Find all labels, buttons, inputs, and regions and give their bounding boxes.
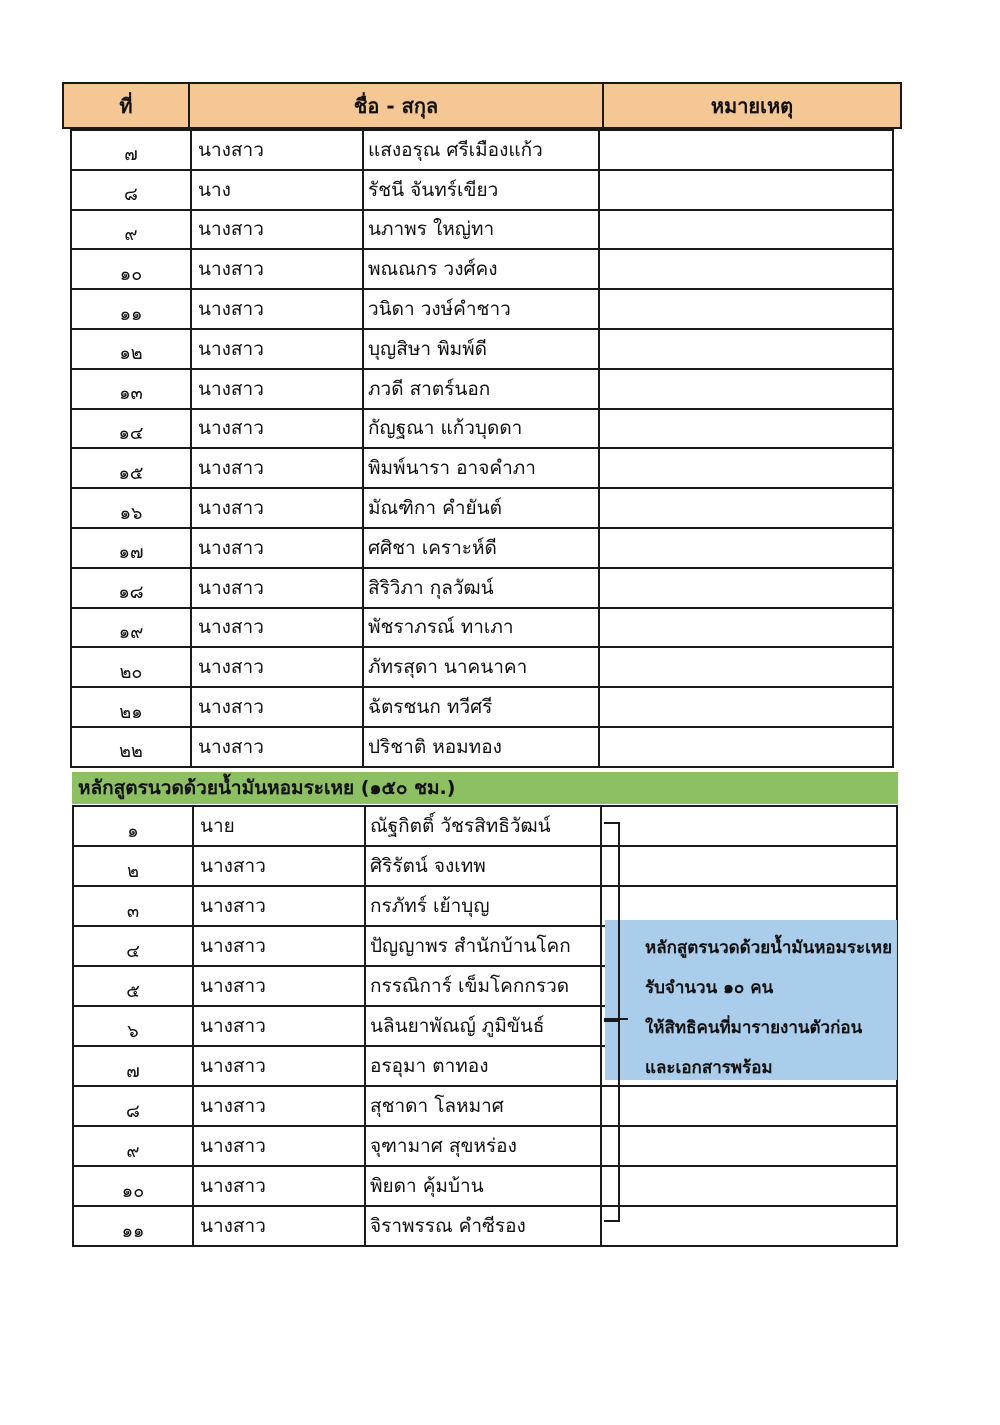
bracket-top <box>604 822 620 1022</box>
row-title-prefix: นางสาว <box>192 1046 364 1086</box>
table-row <box>70 170 894 210</box>
row-full-name: จุฑามาศ สุขหร่อง <box>364 1126 600 1166</box>
row-title-prefix: นางสาว <box>192 1126 364 1166</box>
row-title-prefix: นางสาว <box>190 130 362 170</box>
row-full-name: สุชาดา โลหมาศ <box>364 1086 600 1126</box>
row-remark <box>598 369 894 409</box>
row-title-prefix: นางสาว <box>190 448 362 488</box>
row-number: ๑๒ <box>70 329 190 369</box>
header-remark: หมายเหตุ <box>602 84 902 128</box>
note-line: และเอกสารพร้อม <box>645 1058 773 1078</box>
row-full-name: ปัญญาพร สำนักบ้านโคก <box>364 926 600 966</box>
row-title-prefix: นางสาว <box>190 608 362 648</box>
row-remark <box>600 1126 898 1166</box>
table-row <box>70 130 894 170</box>
row-number: ๗ <box>72 1046 192 1086</box>
row-remark <box>598 608 894 648</box>
row-title-prefix: นางสาว <box>192 1006 364 1046</box>
table-row <box>72 806 898 846</box>
row-full-name: นลินยาพัณญ์ ภูมิขันธ์ <box>364 1006 600 1046</box>
row-full-name: พิยดา คุ้มบ้าน <box>364 1166 600 1206</box>
table-row <box>70 249 894 289</box>
row-title-prefix: นางสาว <box>190 647 362 687</box>
row-full-name: กรภัทร์ เย้าบุญ <box>364 886 600 926</box>
row-full-name: รัชนี จันทร์เขียว <box>362 170 598 210</box>
table-row <box>70 528 894 568</box>
note-line: รับจำนวน ๑๐ คน <box>645 978 774 998</box>
row-remark <box>598 329 894 369</box>
row-number: ๑๕ <box>70 448 190 488</box>
row-number: ๒๐ <box>70 647 190 687</box>
row-remark <box>600 1086 898 1126</box>
row-remark <box>598 409 894 449</box>
row-title-prefix: นางสาว <box>192 966 364 1006</box>
course-section-title: หลักสูตรนวดด้วยน้ำมันหอมระเหย (๑๕๐ ชม.) <box>72 772 898 804</box>
row-title-prefix: นางสาว <box>190 369 362 409</box>
table-row <box>70 409 894 449</box>
row-title-prefix: นางสาว <box>192 1166 364 1206</box>
row-title-prefix: นางสาว <box>190 329 362 369</box>
row-remark <box>598 568 894 608</box>
row-full-name: พัชราภรณ์ ทาเภา <box>362 608 598 648</box>
row-number: ๘ <box>72 1086 192 1126</box>
table-row <box>70 210 894 250</box>
row-number: ๕ <box>72 966 192 1006</box>
row-title-prefix: นางสาว <box>192 1086 364 1126</box>
row-remark <box>598 687 894 727</box>
row-number: ๑๘ <box>70 568 190 608</box>
row-remark <box>598 170 894 210</box>
row-remark <box>598 210 894 250</box>
table-row <box>70 369 894 409</box>
row-number: ๑๑ <box>70 289 190 329</box>
row-number: ๒๒ <box>70 727 190 767</box>
row-number: ๓ <box>72 886 192 926</box>
table-row <box>72 1206 898 1246</box>
table-row <box>70 448 894 488</box>
row-full-name: ภวดี สาตร์นอก <box>362 369 598 409</box>
row-remark <box>598 488 894 528</box>
table-row <box>72 846 898 886</box>
table-row <box>70 727 894 767</box>
row-title-prefix: นางสาว <box>190 249 362 289</box>
row-full-name: กรรณิการ์ เข็มโคกกรวด <box>364 966 600 1006</box>
row-full-name: สิริวิภา กุลวัฒน์ <box>362 568 598 608</box>
row-remark <box>600 806 898 846</box>
table-header <box>62 84 902 128</box>
row-full-name: บุญสิษา พิมพ์ดี <box>362 329 598 369</box>
row-number: ๑๖ <box>70 488 190 528</box>
row-number: ๒ <box>72 846 192 886</box>
bracket-bottom <box>604 1018 620 1222</box>
row-number: ๗ <box>70 130 190 170</box>
row-remark <box>598 448 894 488</box>
row-full-name: นภาพร ใหญ่ทา <box>362 210 598 250</box>
row-number: ๑๑ <box>72 1206 192 1246</box>
row-number: ๑ <box>72 806 192 846</box>
row-full-name: อรอุมา ตาทอง <box>364 1046 600 1086</box>
row-number: ๑๓ <box>70 369 190 409</box>
table-row <box>70 329 894 369</box>
row-full-name: วนิดา วงษ์คำชาว <box>362 289 598 329</box>
row-remark <box>598 647 894 687</box>
table-row <box>70 608 894 648</box>
row-number: ๒๑ <box>70 687 190 727</box>
row-title-prefix: นางสาว <box>192 1206 364 1246</box>
row-title-prefix: นางสาว <box>190 289 362 329</box>
row-full-name: ฉัตรชนก ทวีศรี <box>362 687 598 727</box>
row-remark <box>598 528 894 568</box>
row-title-prefix: นางสาว <box>190 687 362 727</box>
row-full-name: ณัฐกิตติ์ วัชรสิทธิวัฒน์ <box>364 806 600 846</box>
header-name: ชื่อ - สกุล <box>188 84 602 128</box>
row-number: ๑๔ <box>70 409 190 449</box>
row-full-name: ปริชาติ หอมทอง <box>362 727 598 767</box>
row-number: ๑๐ <box>70 249 190 289</box>
table-row <box>70 687 894 727</box>
table-row <box>70 647 894 687</box>
table-row <box>72 1126 898 1166</box>
row-number: ๑๐ <box>72 1166 192 1206</box>
row-full-name: จิราพรรณ คำซีรอง <box>364 1206 600 1246</box>
row-title-prefix: นาง <box>190 170 362 210</box>
row-title-prefix: นางสาว <box>192 846 364 886</box>
row-full-name: พณณกร วงศ์คง <box>362 249 598 289</box>
row-title-prefix: นางสาว <box>190 210 362 250</box>
row-number: ๖ <box>72 1006 192 1046</box>
row-title-prefix: นางสาว <box>192 926 364 966</box>
row-number: ๙ <box>70 210 190 250</box>
row-full-name: ศศิชา เคราะห์ดี <box>362 528 598 568</box>
row-remark <box>600 1166 898 1206</box>
row-title-prefix: นางสาว <box>190 528 362 568</box>
row-title-prefix: นางสาว <box>190 568 362 608</box>
row-remark <box>598 289 894 329</box>
row-remark <box>598 249 894 289</box>
row-title-prefix: นางสาว <box>190 488 362 528</box>
row-remark <box>600 846 898 886</box>
row-remark <box>598 727 894 767</box>
note-line: หลักสูตรนวดด้วยน้ำมันหอมระเหย <box>645 938 893 958</box>
row-number: ๑๙ <box>70 608 190 648</box>
row-full-name: ศิริรัตน์ จงเทพ <box>364 846 600 886</box>
bracket-tick <box>618 1018 628 1020</box>
table-row <box>72 1166 898 1206</box>
row-title-prefix: นาย <box>192 806 364 846</box>
row-full-name: ภัทรสุดา นาคนาคา <box>362 647 598 687</box>
row-title-prefix: นางสาว <box>190 409 362 449</box>
row-full-name: กัญฐณา แก้วบุดดา <box>362 409 598 449</box>
row-title-prefix: นางสาว <box>190 727 362 767</box>
row-title-prefix: นางสาว <box>192 886 364 926</box>
course-note-box <box>605 920 897 1080</box>
row-number: ๔ <box>72 926 192 966</box>
row-full-name: แสงอรุณ ศรีเมืองแก้ว <box>362 130 598 170</box>
row-number: ๘ <box>70 170 190 210</box>
row-remark <box>600 1206 898 1246</box>
row-number: ๑๗ <box>70 528 190 568</box>
row-remark <box>598 130 894 170</box>
table-row <box>70 568 894 608</box>
table-row <box>72 1086 898 1126</box>
row-number: ๙ <box>72 1126 192 1166</box>
note-line: ให้สิทธิคนที่มารายงานตัวก่อน <box>645 1018 863 1038</box>
row-full-name: มัณฑิกา คำยันต์ <box>362 488 598 528</box>
header-no: ที่ <box>62 84 188 128</box>
table-row <box>70 488 894 528</box>
table-row <box>70 289 894 329</box>
row-full-name: พิมพ์นารา อาจคำภา <box>362 448 598 488</box>
